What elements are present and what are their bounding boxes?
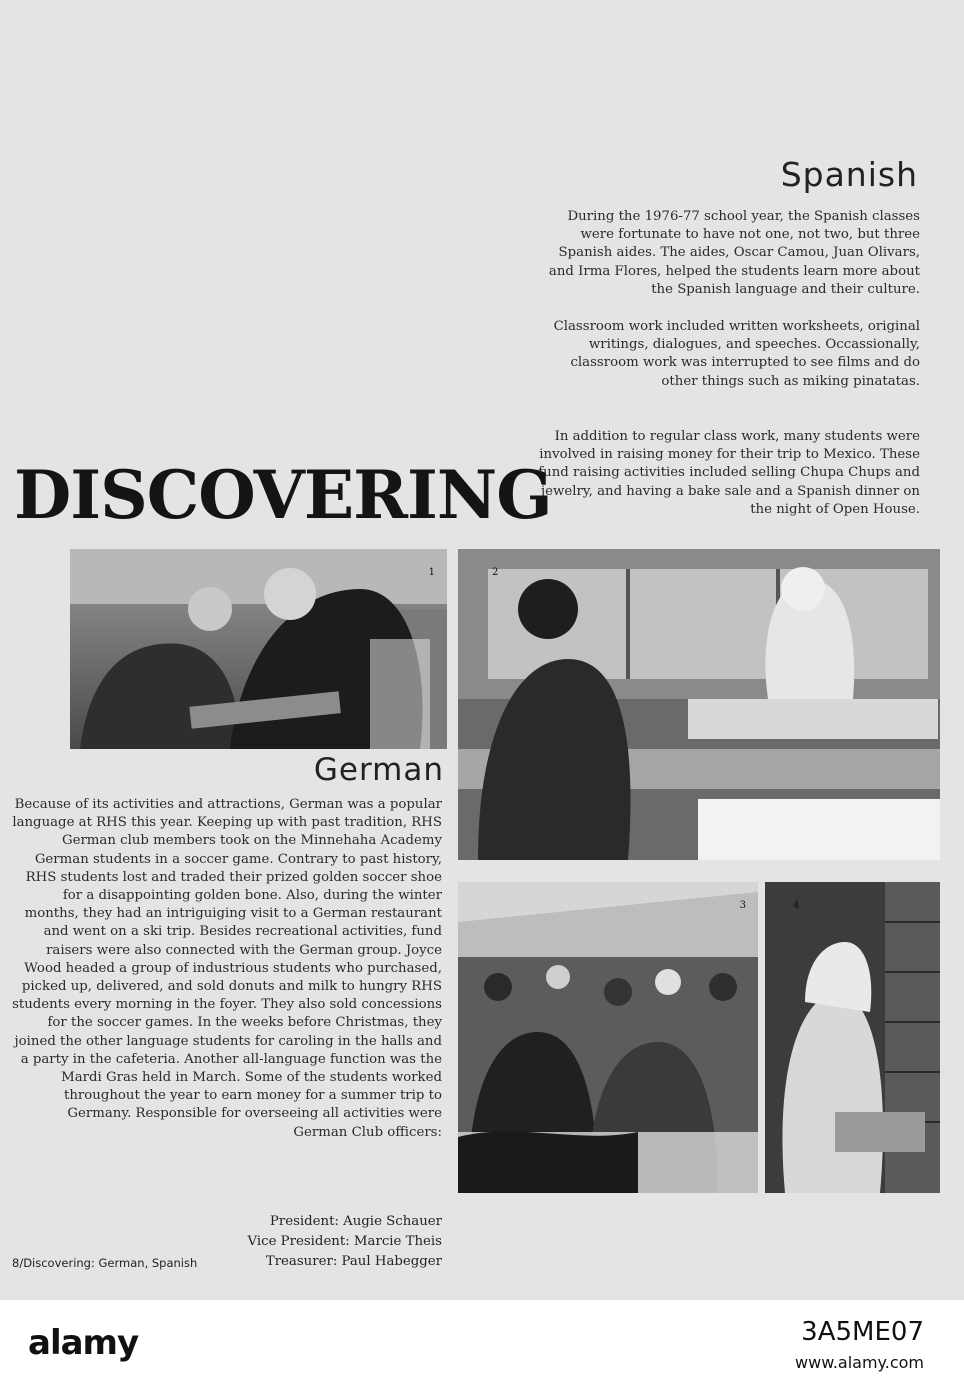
photo-classroom-aide-icon [458,549,940,860]
spanish-paragraph-2: Classroom work included written worksheets, original writings, dialogues, and speeches. Occassionally, classroom work was interrupted to see films and do other things such as miking pinatatas. [553,319,920,389]
photo-number-1: 1 [428,567,435,578]
officer-vice-president: Vice President: Marcie Theis [247,1234,442,1249]
photo-student-at-lockers-icon [765,882,940,1193]
stock-image-id: 3A5ME07 [801,1317,924,1347]
photo-3 [458,882,758,1193]
page-title: DISCOVERING [14,456,552,534]
page-footer-caption: 8/Discovering: German, Spanish [12,1256,198,1270]
photo-1 [70,549,447,749]
photo-students-caroling-icon [458,882,758,1193]
photo-4 [765,882,940,1193]
photo-number-2: 2 [492,567,499,578]
alamy-logo: alamy [28,1323,139,1363]
photo-number-4: 4 [793,900,800,911]
spanish-paragraph-3: In addition to regular class work, many students were involved in raising money for their trip to Mexico. These fund raising activities included selling Chupa Chups and jewelry, and having a bake sale and a Spanish dinner on the night of Open House. [538,429,920,517]
officer-president: President: Augie Schauer [269,1214,442,1229]
officer-treasurer: Treasurer: Paul Habegger [265,1254,442,1269]
photo-number-3: 3 [739,900,746,911]
german-body: Because of its activities and attractions, German was a popular language at RHS this year. Keeping up with past tradition, RHS German club members took on the Minnehaha Academy German students in a soccer game. Contrary to past history, RHS students lost and traded their prized golden soccer shoe for a disappointing golden bone. Also, during the winter months, they had an intriguiging visit to a German restaurant and went on a ski trip. Besides recreational activities, fund raisers were also connected with the German group. Joyce Wood headed a group of industrious students who purchased, picked up, delivered, and sold donuts and milk to hungry RHS students every morning in the foyer. They also sold concessions for the soccer games. In the weeks before Christmas, they joined the other language students for caroling in the halls and a party in the cafeteria. Another all-language function was the Mardi Gras held in March. Some of the students worked throughout the year to earn money for a summer trip to Germany. Responsible for overseeing all activities were German Club officers: [12,797,442,1140]
german-heading: German [313,752,444,788]
spanish-paragraph-1: During the 1976-77 school year, the Spanish classes were fortunate to have not one, not two, but three Spanish aides. The aides, Oscar Camou, Juan Olivars, and Irma Flores, helped the students learn more about the Spanish language and their culture. [548,209,920,297]
photo-2 [458,549,940,860]
photo-teachers-at-desk-icon [70,549,447,749]
stock-site-url[interactable]: www.alamy.com [795,1353,924,1372]
spanish-heading: Spanish [780,155,918,194]
